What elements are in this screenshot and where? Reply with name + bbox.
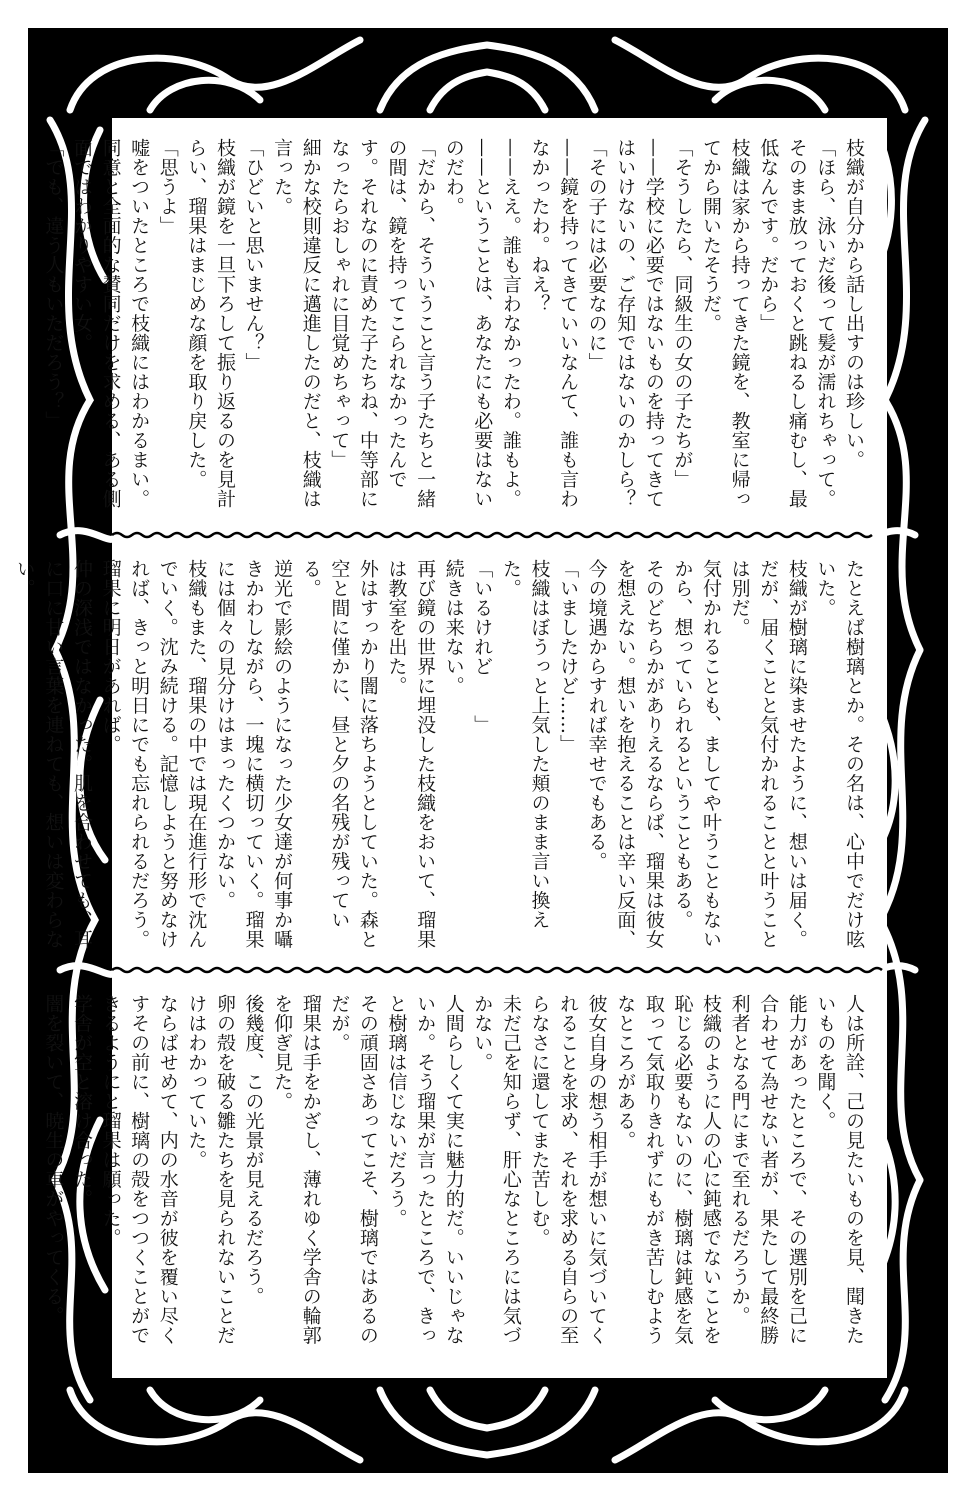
- paragraph: 「その子には必要なのに」: [585, 138, 608, 372]
- vertical-text-block: [42, 994, 868, 1360]
- paragraph: 能力があったところで、その選別を己に合わせて為せない者が、果たして最終勝利者となる門にまで至れるだろうか。: [728, 994, 808, 1345]
- paragraph: 枝織が鏡を一旦下ろして振り返るのを見計らい、瑠果はまじめな顔を取り戻した。: [185, 138, 236, 509]
- paragraph: 「いるけれど 」: [471, 559, 494, 735]
- paragraph: 逆光で影絵のようになった少女達が何事か囁きかわしながら、一塊に横切っていく。瑠果には個々の見分けはまったくつかない。: [213, 559, 294, 949]
- paragraph: その頑固さあってこそ、樹璃ではあるのだが。: [328, 994, 379, 1345]
- paragraph: 「だから、そういうこと言う子たちと一緒の間は、鏡を持ってこられなかったんです。それなのに責めた子たちね、中等部になったらおしゃれに目覚めちゃって」: [328, 138, 437, 509]
- paragraph: 「思うよ」: [156, 138, 179, 236]
- paragraph: 枝織は家から持ってきた鏡を、教室に帰ってから開いたそうだ。: [700, 138, 751, 509]
- text-section-2: [13, 545, 882, 960]
- paragraph: 仲の深浅ではなかった。肌を合わせても、耳に口に甘い言葉を連ねても、想いは変わらない。: [13, 559, 93, 949]
- text-section-3: [42, 980, 882, 1370]
- paragraph: 未だ己を知らず、肝心なところには気づかない。: [471, 994, 522, 1345]
- paragraph: 枝織が樹璃に染ませたように、想いは届く。だが、届くことと気付かれることと叶うことは別だ。: [728, 559, 808, 949]
- vertical-text-block: [13, 559, 868, 950]
- paragraph: 「ひどいと思いません？」: [242, 138, 265, 372]
- paragraph: ならばせめて、内の水音が彼を覆い尽くすその前に、樹璃の殻をつつくことができるようにと瑠果は願った。: [99, 994, 179, 1345]
- paragraph: 卵の殻を破る雛たちを見られないことだけはわかっていた。: [185, 994, 236, 1345]
- paragraph: ——ええ。誰も言わなかったわ。誰もよ。: [499, 138, 522, 509]
- paragraph: 「そうしたら、同級生の女の子たちが」: [671, 138, 694, 489]
- paragraph: 細かな校則違反に邁進したのだと、枝織は言った。: [271, 138, 322, 509]
- paragraph: 彼女自身の想う相手が想いに気づいてくれることを求め、それを求める自らの至らなさに還してまた苦しむ。: [528, 994, 608, 1345]
- text-section-1: [42, 124, 882, 524]
- paragraph: 続きは来ない。: [442, 559, 465, 696]
- paragraph: 枝織はぼうっと上気した頬のまま言い換えた。: [499, 559, 551, 930]
- vertical-text-block: [42, 138, 868, 514]
- paragraph: 嘘をついたところで枝織にはわかるまい。同意と全面的な賛同だけを求める、ある側面ではわかりやすい女。: [70, 138, 151, 509]
- paragraph: 外はすっかり闇に落ちようとしていた。森と空と間に僅かに、昼と夕の名残が残っている。: [299, 559, 379, 949]
- paragraph: ——鏡を持ってきていいなんて、誰も言わなかったわ。ねえ？: [528, 138, 580, 509]
- paragraph: そのどちらかがありえるならば、瑠果は彼女を想えない。想いを抱えることは辛い反面、今の境遇からすれば幸せでもある。: [585, 559, 665, 949]
- paragraph: 人間らしくて実に魅力的だ。いいじゃないか。そう瑠果が言ったところで、きっと樹璃は信じないだろう。: [385, 994, 465, 1345]
- paragraph: 学舎が空と溶け合った。: [70, 994, 93, 1209]
- paragraph: 闇を裂いて、暁生の車がやってくる。: [42, 994, 65, 1326]
- paragraph: 後幾度、この光景が見えるだろう。: [242, 994, 265, 1306]
- paragraph: 「ほら、泳いだ後って髪が濡れちゃって。そのまま放っておくと跳ねるし痛むし、最低なんです。だから」: [757, 138, 837, 509]
- paragraph: ——ということは、あなたにも必要はないのだわ。: [442, 138, 494, 509]
- paragraph: 枝織もまた、瑠果の中では現在進行形で沈んでいく。沈み続ける。記憶しようと努めなければ、きっと明日にでも忘れられるだろう。瑠果に明日があれば。: [99, 559, 208, 949]
- paragraph: 人は所詮、己の見たいものを見、聞きたいものを聞く。: [814, 994, 865, 1345]
- paragraph: 瑠果は手をかざし、薄れゆく学舎の輪郭を仰ぎ見た。: [271, 994, 322, 1345]
- paragraph: 枝織のように人の心に鈍感でないことを恥じる必要もないのに、樹璃は鈍感を気取って気取りきれずにもがき苦しむようなところがある。: [614, 994, 723, 1345]
- paragraph: たとえば樹璃とか。その名は、心中でだけ呟いた。: [814, 559, 865, 949]
- paragraph: 再び鏡の世界に埋没した枝織をおいて、瑠果は教室を出た。: [385, 559, 437, 949]
- paragraph: 気付かれることも、ましてや叶うこともないから、想っていられるということもある。: [671, 559, 723, 949]
- paragraph: 「いましたけど……」: [557, 559, 580, 754]
- paragraph: 枝織が自分から話し出すのは珍しい。: [843, 138, 865, 470]
- paragraph: ——学校に必要ではないものを持ってきてはいけないの、ご存知ではないのかしら？: [614, 138, 665, 509]
- paragraph: 「でも、違う人もいただろう？」: [42, 138, 65, 431]
